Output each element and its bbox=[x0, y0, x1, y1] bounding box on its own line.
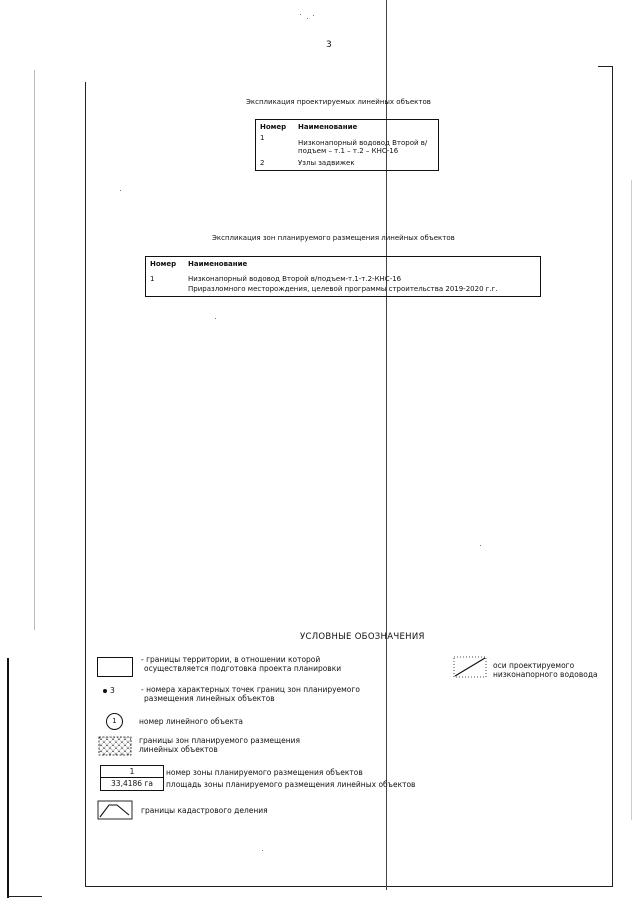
table-header-row bbox=[146, 257, 541, 271]
left-edge-line bbox=[7, 658, 9, 898]
zone-label-area: 33,4186 га bbox=[111, 779, 153, 788]
frame-right-border bbox=[612, 66, 613, 887]
legend-cadastral-text: границы кадастрового деления bbox=[141, 806, 268, 815]
row-name-line2: Приразломного месторождения, целевой программы строительства 2019-2020 г.г. bbox=[188, 285, 498, 293]
frame-left-border bbox=[85, 82, 86, 887]
table1-linear-objects bbox=[255, 119, 439, 171]
legend-object-number-text: номер линейного объекта bbox=[139, 717, 243, 726]
zone-label-symbol bbox=[100, 765, 164, 791]
table1-caption: Экспликация проектируемых линейных объектов bbox=[246, 98, 431, 106]
zone-label-number: 1 bbox=[101, 766, 163, 778]
row-number: 1 bbox=[260, 134, 265, 142]
scan-speck bbox=[262, 850, 263, 851]
point-marker-symbol: 3 bbox=[103, 686, 115, 695]
object-number-symbol: 1 bbox=[106, 713, 123, 730]
scan-speck bbox=[215, 318, 216, 319]
cadastral-boundary-symbol bbox=[97, 800, 133, 820]
table-row bbox=[146, 270, 541, 297]
frame-bottom-border bbox=[85, 886, 613, 887]
legend-zones-text: границы зон планируемого размещения линейных объектов bbox=[139, 736, 300, 754]
legend-axis-text: оси проектируемого низконапорного водовода bbox=[493, 661, 598, 679]
pipeline-axis-symbol bbox=[453, 656, 487, 678]
scan-speck bbox=[480, 545, 481, 546]
legend-zone-number-text: номер зоны планируемого размещения объектов bbox=[166, 768, 363, 777]
legend-territory-text: - границы территории, в отношении которой осуществляется подготовка проекта планировки bbox=[141, 655, 342, 673]
scan-speck bbox=[313, 15, 314, 16]
row-number: 2 bbox=[260, 159, 265, 167]
legend-title: УСЛОВНЫЕ ОБОЗНАЧЕНИЯ bbox=[300, 632, 425, 642]
legend-zone-area-text: площадь зоны планируемого размещения линейных объектов bbox=[166, 780, 416, 789]
column-header-name: Наименование bbox=[188, 260, 248, 268]
table-row bbox=[256, 133, 439, 158]
scan-speck bbox=[300, 14, 301, 15]
page-number: 3 bbox=[326, 40, 332, 50]
row-name bbox=[184, 270, 541, 297]
column-header-number: Номер bbox=[150, 260, 177, 268]
point-dot-icon bbox=[103, 689, 107, 693]
territory-boundary-symbol bbox=[97, 657, 133, 677]
left-margin-dots bbox=[34, 70, 35, 630]
frame-top-border bbox=[598, 66, 613, 67]
row-name-line1: Низконапорный водовод Второй в/подъем-т.1-т.2-КНС-16 bbox=[188, 275, 402, 283]
row-name: Узлы задвижек bbox=[298, 159, 355, 167]
scan-speck bbox=[307, 18, 308, 19]
row-number: 1 bbox=[150, 275, 155, 283]
table-row bbox=[256, 158, 439, 171]
scan-speck bbox=[120, 190, 121, 191]
table-header-row bbox=[256, 120, 439, 134]
column-header-name: Наименование bbox=[298, 123, 358, 131]
right-margin-dots bbox=[631, 180, 632, 820]
table2-placement-zones bbox=[145, 256, 541, 297]
legend-points-text: - номера характерных точек границ зон планируемого размещения линейных объектов bbox=[141, 685, 360, 703]
column-header-number: Номер bbox=[260, 123, 287, 131]
left-edge-foot bbox=[7, 896, 42, 897]
row-name: Низконапорный водовод Второй в/подъем – т.1 – т.2 – КНС-16 bbox=[298, 139, 428, 155]
zone-boundary-hatch-symbol bbox=[98, 736, 132, 756]
table2-caption: Экспликация зон планируемого размещения линейных объектов bbox=[212, 234, 455, 242]
